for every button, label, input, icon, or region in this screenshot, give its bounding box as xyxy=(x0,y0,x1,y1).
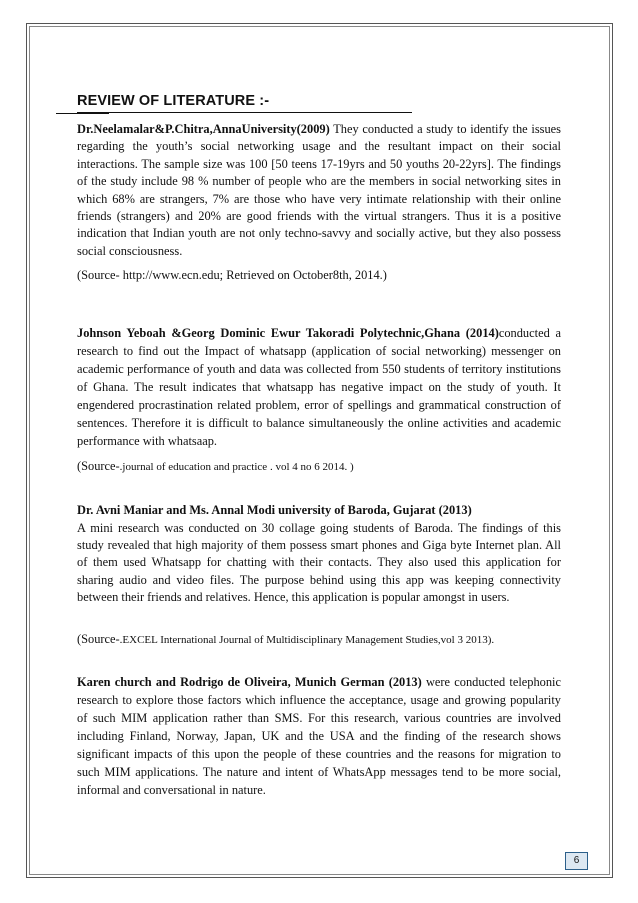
entry-1-author: Dr.Neelamalar&P.Chitra,AnnaUniversity(2009) xyxy=(77,122,330,136)
entry-1-body: They conducted a study to identify the issues regarding the youth’s social networking usage and the resultant impact on their social interactions. The sample size was 100 [50 teens 17-19yrs and 50 youths 20-22yrs]. The findings of the study include 98 % number of people who are the members in social networking sites in which 68% are strangers, 7% are those who have very intimate relationship with their online friends (strangers) and 20% are good friends with the virtual strangers. Thus it is a positive indication that Indian youth are not only techno-savvy and socially active, but they also possess social consciousness. xyxy=(77,122,562,258)
section-heading: REVIEW OF LITERATURE :- xyxy=(77,93,412,113)
page-number-badge: 6 xyxy=(565,852,588,870)
review-entry-3 xyxy=(77,502,561,606)
entry-3-source-text: .EXCEL International Journal of Multidisciplinary Management Studies,vol 3 2013). xyxy=(119,633,495,646)
entry-3-body: A mini research was conducted on 30 collage going students of Baroda. The findings of this study revealed that high majority of them possess smart phones and Giga byte Internet plan. All of them used Whatsapp for chatting with their contacts. They also used this application for sharing audio and video files. The purpose behind using this app was keeping connectivity between their friends and relatives. Hence, this application is popular amongst in users. xyxy=(77,520,561,605)
entry-2-body: conducted a research to find out the Impact of whatsapp (application of social networking) messenger on academic performance of youth and data was collected from 550 students of territory institutions of Ghana. The result indicates that whatsapp has negative impact on the study of youth. It engendered procrastination related problem, error of spellings and grammatical construction of sentences. Therefore it is difficult to balance simultaneously the online activities and academic performance with whatsaap. xyxy=(77,326,561,449)
entry-4-body: were conducted telephonic research to explore those factors which influence the acceptance, usage and growing popularity of such MIM application rather than SMS. For this research, various countries are involved including Finland, Norway, Japan, UK and the USA and the finding of the research shows significant impacts of this upon the people of these countries and the reasons for migration to such MIM applications. The nature and intent of WhatsApp messages tend to be more social, informal and conversational in nature. xyxy=(77,674,561,797)
entry-2-author: Johnson Yeboah &Georg Dominic Ewur Takoradi Polytechnic,Ghana (2014) xyxy=(77,326,499,341)
entry-2-source xyxy=(77,458,561,476)
entry-4-author: Karen church and Rodrigo de Oliveira, Munich German (2013) xyxy=(77,674,422,689)
entry-2-source-text: .journal of education and practice . vol 4 no 6 2014. ) xyxy=(119,461,354,474)
entry-3-source xyxy=(77,631,561,649)
entry-1-source: (Source- http://www.ecn.edu; Retrieved on October8th, 2014.) xyxy=(77,268,387,283)
entry-3-author: Dr. Avni Maniar and Ms. Annal Modi university of Baroda, Gujarat (2013) xyxy=(77,503,472,518)
entry-3-source-prefix: (Source- xyxy=(77,631,120,646)
document-body xyxy=(77,92,561,799)
heading-underline-extension xyxy=(56,113,109,114)
entry-2-source-prefix: (Source- xyxy=(77,459,120,474)
review-entry-2 xyxy=(77,324,561,450)
review-entry-1 xyxy=(77,121,561,260)
review-entry-4 xyxy=(77,673,561,799)
